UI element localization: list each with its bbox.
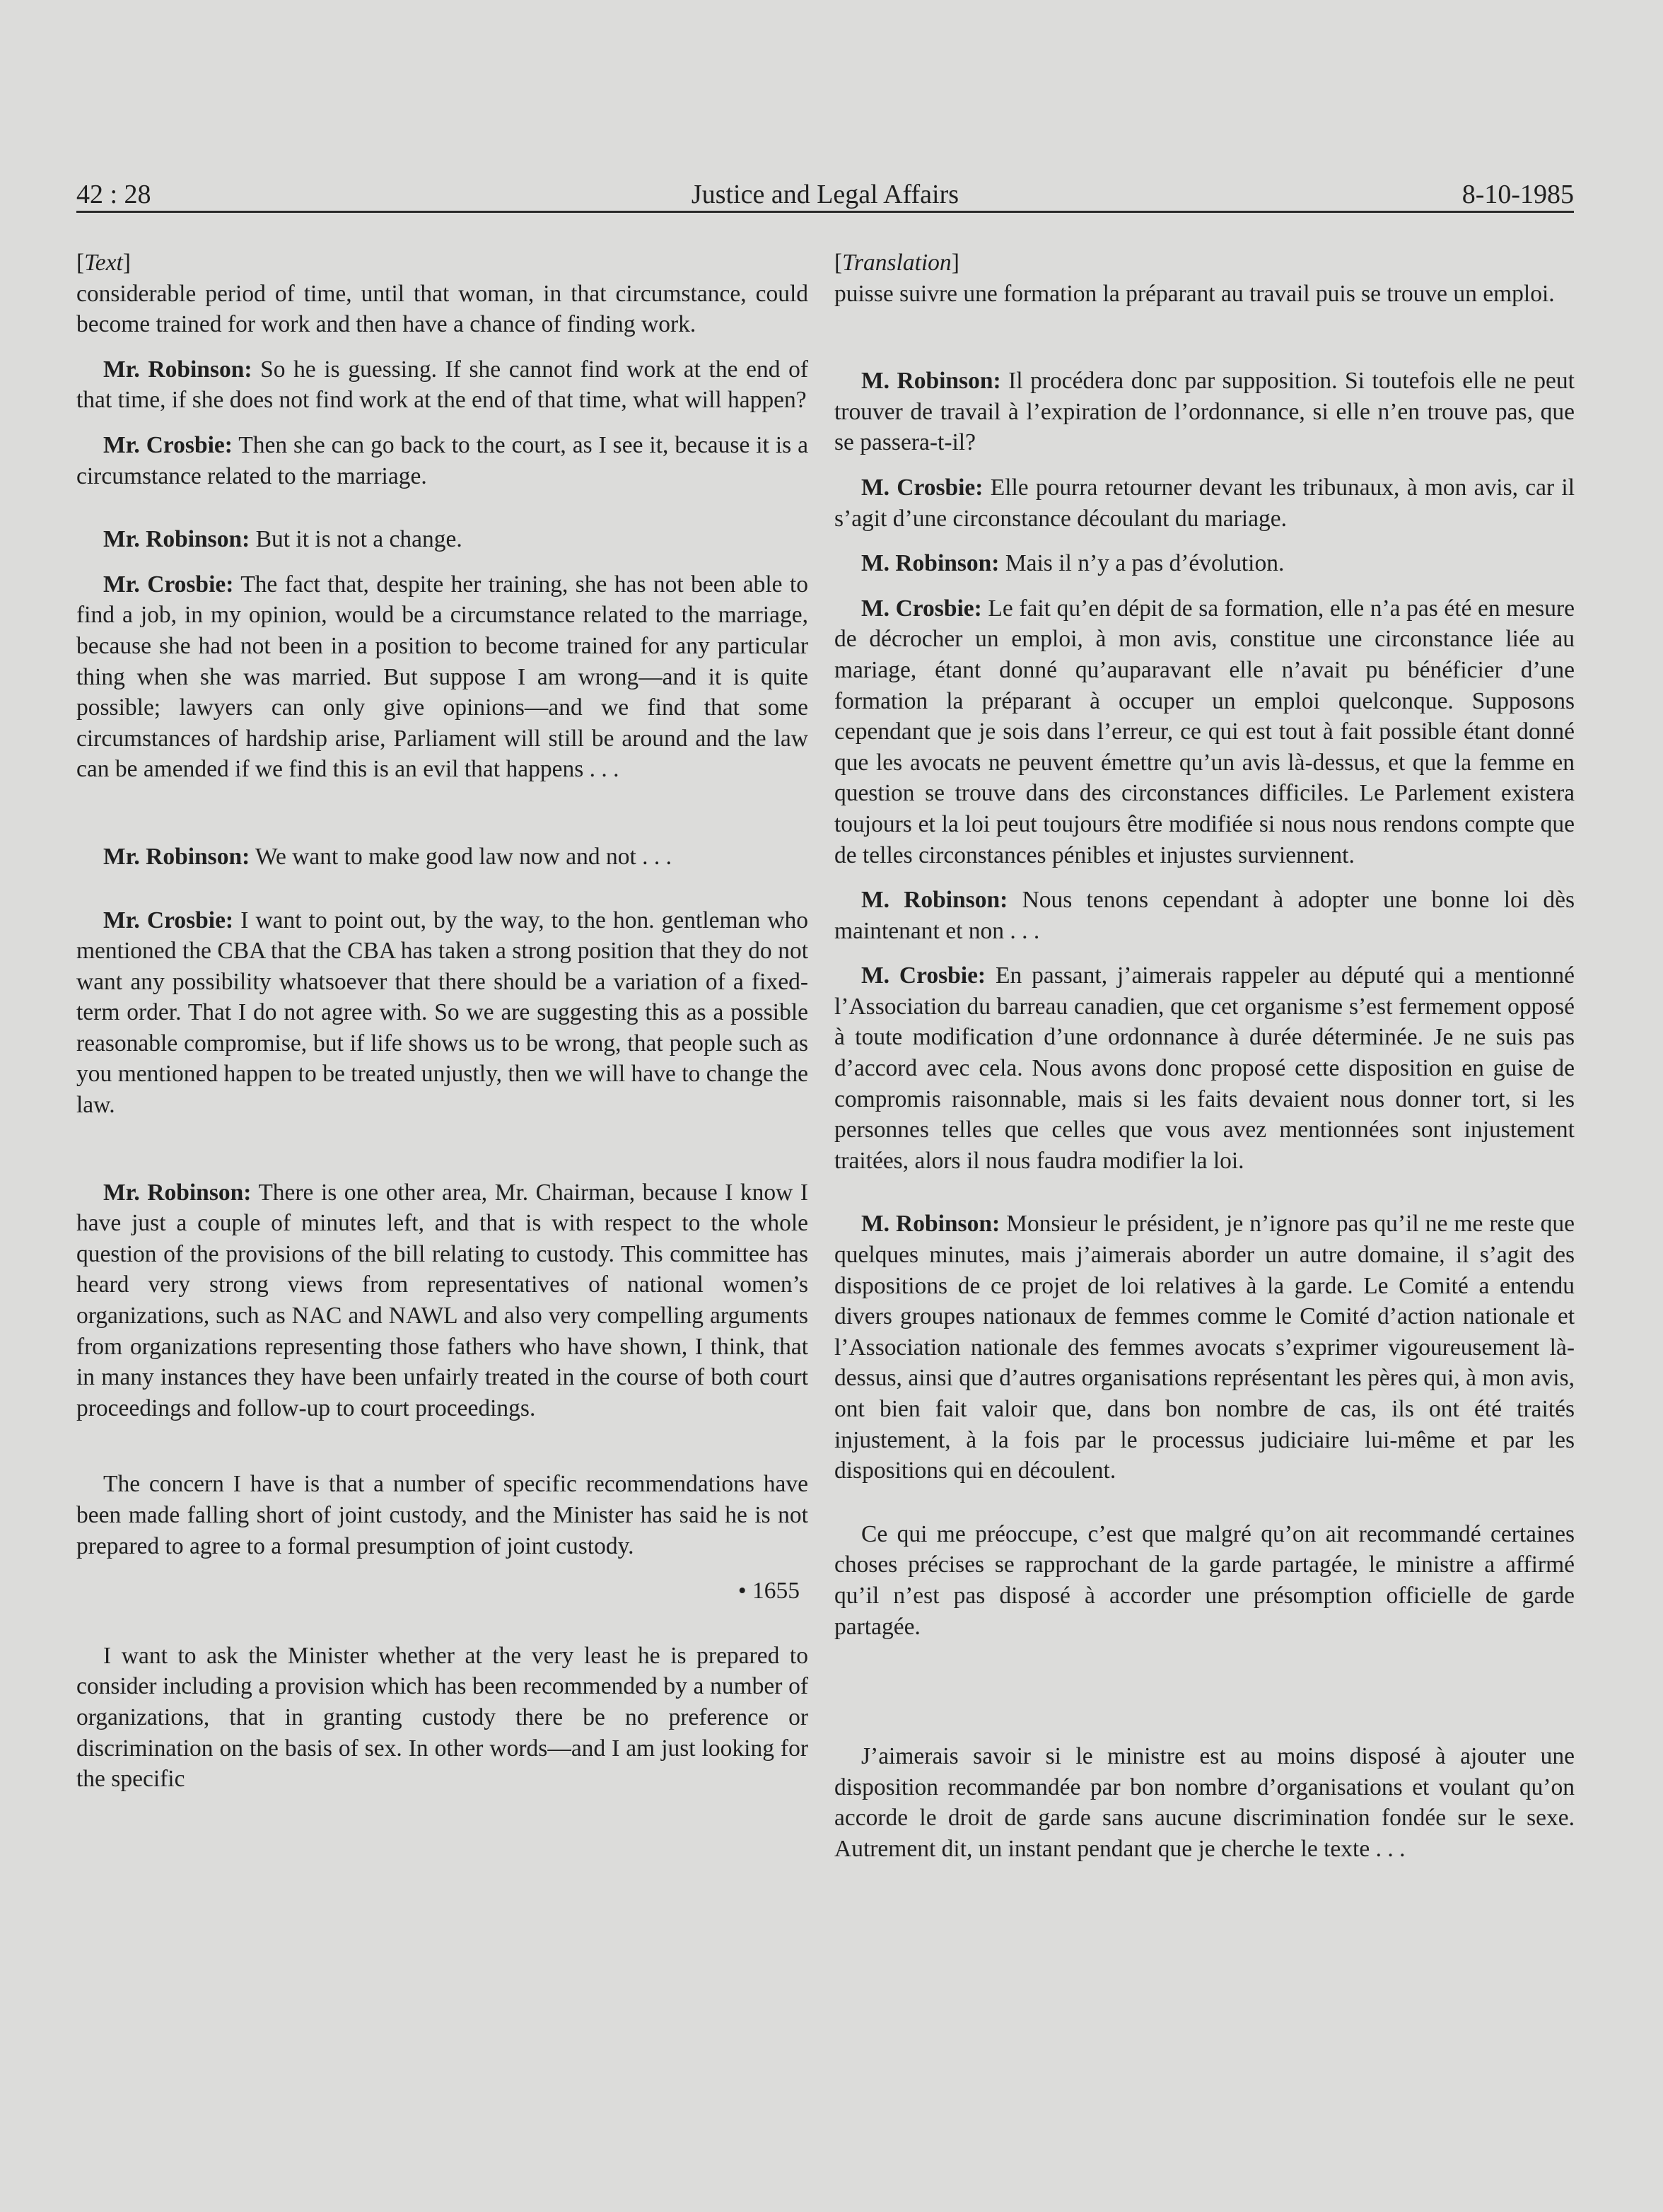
speech-paragraph: J’aimerais savoir si le ministre est au moins disposé à ajouter une disposition recommandée par bon nombre d’organisations et voulant qu’on accorde le droit de garde sans aucune discrimination fondée sur le sexe. Autrement dit, un instant pendant que je cherche le texte . . . (834, 1743, 1575, 1862)
speech-paragraph: Mr. Robinson: We want to make good law now and not . . . (103, 843, 672, 870)
committee-title: Justice and Legal Affairs (691, 180, 959, 209)
speech-paragraph: M. Robinson: Nous tenons cependant à adopter une bonne loi dès maintenant et non . . . (834, 887, 1575, 944)
speech-paragraph: Mr. Crosbie: I want to point out, by the way, to the hon. gentleman who mentioned the CBA that the CBA has taken a strong position that they do not want any possibility whatsoever that there should be a variation of a fixed-term order. That I do not agree with. So we are suggesting this as a possible reasonable compromise, but if life shows us to be wrong, that people such as you mentioned happen to be treated unjustly, then we will have to change the law. (76, 907, 808, 1119)
speech-paragraph: The concern I have is that a number of specific recommendations have been made falling short of joint custody, and the Minister has said he is not prepared to agree to a formal presumption of joint custody. (76, 1471, 808, 1559)
page-number: 42 : 28 (76, 180, 151, 209)
speaker-name: M. Crosbie: (861, 962, 986, 989)
speech-paragraph: M. Crosbie: En passant, j’aimerais rappeler au député qui a mentionné l’Association du barreau canadien, que cet organisme s’est fermement opposé à toute modification d’une ordonnance à durée déterminée. Je ne suis pas d’accord avec cela. Nous avons donc proposé cette disposition en guise de compromis raisonnable, mais si les faits devaient nous donner tort, si les personnes telles que celles que vous avez mentionnées sont injustement traitées, alors il nous faudra modifier la loi. (834, 962, 1575, 1174)
speech-paragraph: Mr. Robinson: So he is guessing. If she cannot find work at the end of that time, if she does not find work at the end of that time, what will happen? (76, 356, 809, 414)
meeting-date: 8-10-1985 (1461, 180, 1574, 209)
running-header (76, 173, 1574, 213)
speaker-name: Mr. Robinson: (103, 1179, 252, 1206)
speaker-name: M. Robinson: (861, 550, 1000, 577)
speaker-name: Mr. Robinson: (103, 356, 252, 383)
speaker-name: M. Robinson: (861, 368, 1001, 395)
speech-paragraph: Mr. Robinson: There is one other area, Mr. Chairman, because I know I have just a couple of minutes left, and that is with respect to the whole question of the provisions of the bill relating to custody. This committee has heard very strong views from representatives of national women’s organizations, such as NAC and NAWL and also very compelling arguments from organizations representing those fathers who have shown, I think, that in many instances they have been unfairly treated in the course of both court proceedings and follow-up to court proceedings. (76, 1179, 809, 1421)
time-marker: • 1655 (737, 1578, 800, 1605)
speaker-name: Mr. Crosbie: (103, 907, 234, 933)
speaker-name: M. Crosbie: (861, 474, 984, 501)
speaker-name: M. Robinson: (861, 1211, 1000, 1238)
speech-paragraph: Ce qui me préoccupe, c’est que malgré qu’on ait recommandé certaines choses précises se rapprochant de la garde partagée, le ministre a affirmé qu’il n’est pas disposé à accorder une présomption officielle de garde partagée. (834, 1520, 1575, 1640)
speaker-name: Mr. Robinson: (103, 526, 250, 553)
speaker-name: M. Crosbie: (861, 595, 982, 622)
speaker-name: M. Robinson: (861, 887, 1008, 914)
speech-paragraph: Mr. Crosbie: The fact that, despite her training, she has not been able to find a job, in my opinion, would be a circumstance related to the marriage, because she had not been in a position to become trained for any particular thing when she was married. But suppose I am wrong—and it is quite possible; lawyers can only give opinions—and we find that some circumstances of hardship arise, Parliament will still be around and the law can be amended if we find this is an evil that happens . . . (76, 571, 808, 783)
speech-paragraph: Mr. Robinson: But it is not a change. (103, 526, 462, 553)
translation-label: [Translation] (834, 250, 959, 276)
speech-paragraph: M. Crosbie: Elle pourra retourner devant les tribunaux, à mon avis, car il s’agit d’une circonstance découlant du mariage. (834, 474, 1575, 532)
text-label: [Text] (76, 250, 131, 276)
speech-paragraph: M. Robinson: Monsieur le président, je n’ignore pas qu’il ne me reste que quelques minutes, mais j’aimerais aborder un autre domaine, il s’agit des dispositions de ce projet de loi relatives à la garde. Le Comité a entendu divers groupes nationaux de femmes comme le Comité d’action nationale et l’Association nationale des femmes avocats s’exprimer vigoureusement là-dessus, ainsi que d’autres organisations représentant les pères qui, à mon avis, ont bien fait valoir que, dans bon nombre de cas, ils ont été traités injustement, à la fois par le processus judiciaire lui-même et par les dispositions qui en découlent. (834, 1211, 1575, 1484)
speaker-name: Mr. Crosbie: (103, 431, 233, 458)
continued-paragraph: puisse suivre une formation la préparant au travail puis se trouve un emploi. (834, 280, 1555, 307)
speaker-name: Mr. Robinson: (103, 843, 250, 870)
speech-paragraph: M. Crosbie: Le fait qu’en dépit de sa formation, elle n’a pas été en mesure de décrocher un emploi, à mon avis, constitue une circonstance liée au mariage, étant donné qu’auparavant elle n’avait pu bénéficier d’une formation la préparant à occuper un emploi quelconque. Supposons cependant que je sois dans l’erreur, ce qui est tout à fait possible étant donné que les avocats ne peuvent émettre qu’un avis là-dessus, et que la femme en question se trouve dans des circonstances difficiles. Le Parlement existera toujours et la loi peut toujours être modifiée si nous nous rendons compte que de telles circonstances pénibles et injustes surviennent. (834, 595, 1575, 868)
continued-paragraph: considerable period of time, until that woman, in that circumstance, could become trained for work and then have a chance of finding work. (76, 280, 808, 338)
speech-paragraph: M. Robinson: Mais il n’y a pas d’évolution. (861, 550, 1285, 577)
french-column (834, 248, 1575, 1879)
speech-paragraph: Mr. Crosbie: Then she can go back to the court, as I see it, because it is a circumstance related to the marriage. (76, 431, 808, 489)
speech-paragraph: I want to ask the Minister whether at the very least he is prepared to consider including a provision which has been recommended by a number of organizations, that in granting custody there be no preference or discrimination on the basis of sex. In other words—and I am just looking for the specific (76, 1642, 808, 1793)
speaker-name: Mr. Crosbie: (103, 571, 234, 598)
header-rule (76, 211, 1574, 213)
speech-paragraph: M. Robinson: Il procédera donc par supposition. Si toutefois elle ne peut trouver de travail à l’expiration de l’ordonnance, si elle n’en trouve pas, que se passera-t-il? (834, 368, 1575, 456)
english-column (76, 248, 808, 1809)
